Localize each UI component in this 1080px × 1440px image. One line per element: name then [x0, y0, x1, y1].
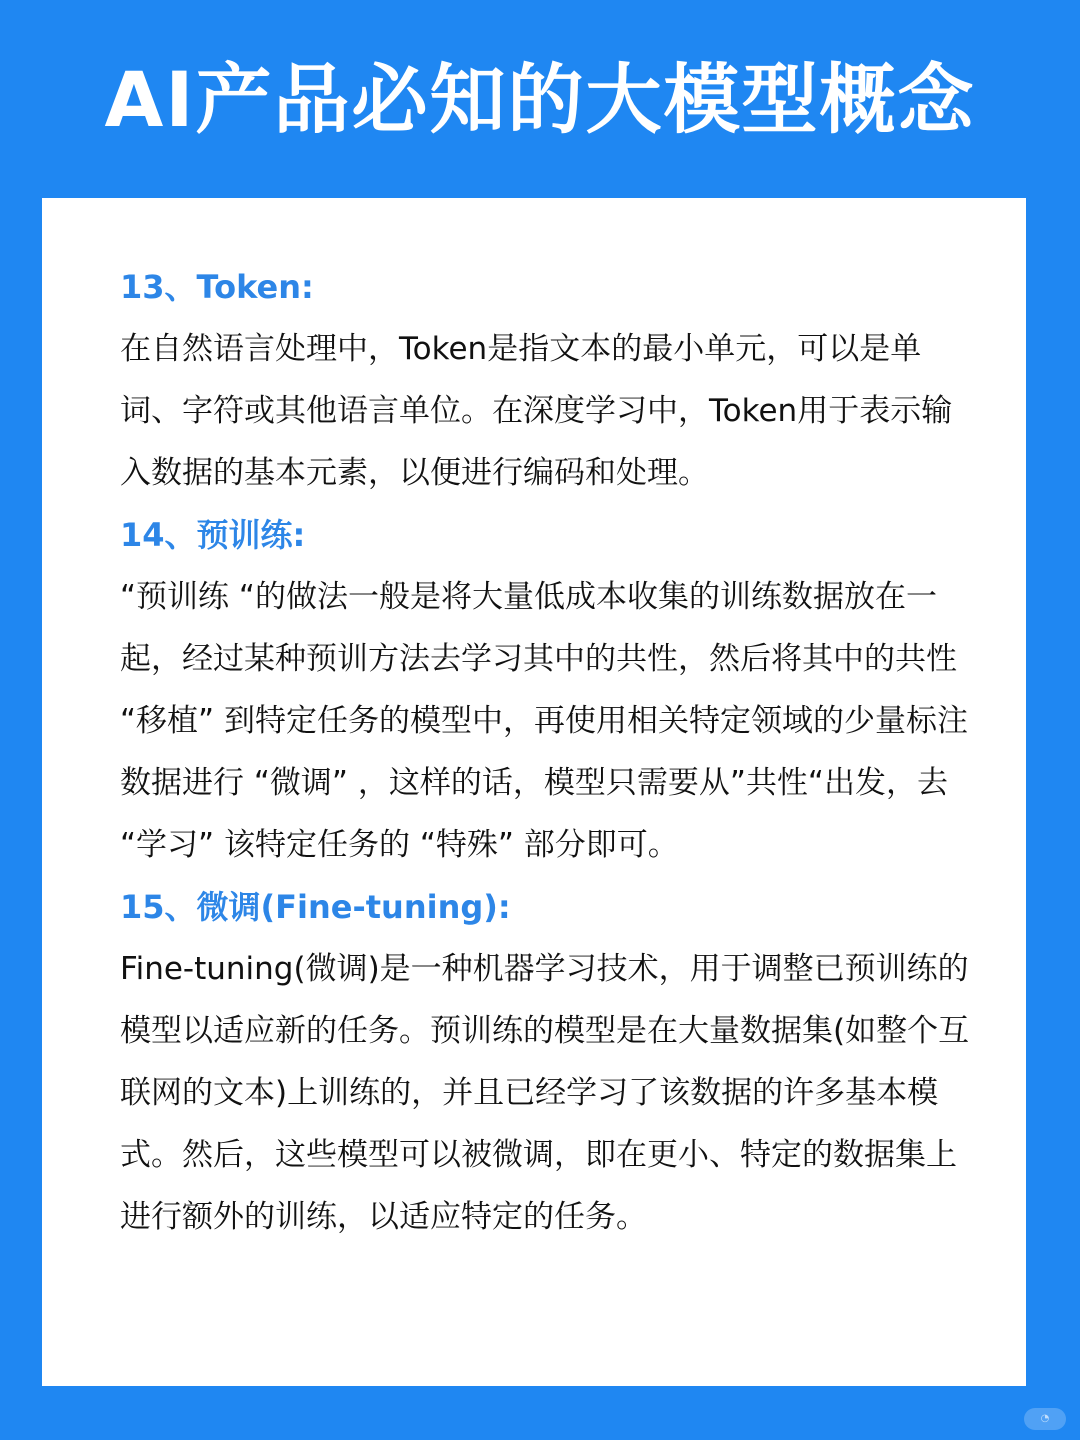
section-body-finetuning: Fine-tuning(微调)是一种机器学习技术，用于调整已预训练的模型以适应新的任务。预训练的模型是在大量数据集(如整个互联网的文本)上训练的，并且已经学习了该数据的许多基本模式。然后，这些模型可以被微调，即在更小、特定的数据集上进行额外的训练，以适应特定的任务。	[120, 951, 970, 1235]
watermark-icon: ◔	[1024, 1408, 1066, 1430]
article-content	[120, 256, 970, 1248]
section-heading-pretraining: 14、预训练:	[120, 516, 306, 554]
content-card	[42, 198, 1026, 1386]
page-title: AI产品必知的大模型概念	[104, 55, 976, 144]
section-heading-token: 13、Token:	[120, 268, 314, 306]
section-heading-finetuning: 15、微调(Fine-tuning):	[120, 888, 511, 926]
section-body-pretraining: “预训练 “的做法一般是将大量低成本收集的训练数据放在一起，经过某种预训方法去学习其中的共性，然后将其中的共性 “移植” 到特定任务的模型中，再使用相关特定领域的少量标注数据进行 “微调” ，这样的话，模型只需要从”共性“出发，去 “学习” 该特定任务的 “特殊” 部分即可。	[120, 579, 968, 863]
section-body-token: 在自然语言处理中，Token是指文本的最小单元，可以是单词、字符或其他语言单位。在深度学习中，Token用于表示输入数据的基本元素，以便进行编码和处理。	[120, 331, 953, 491]
